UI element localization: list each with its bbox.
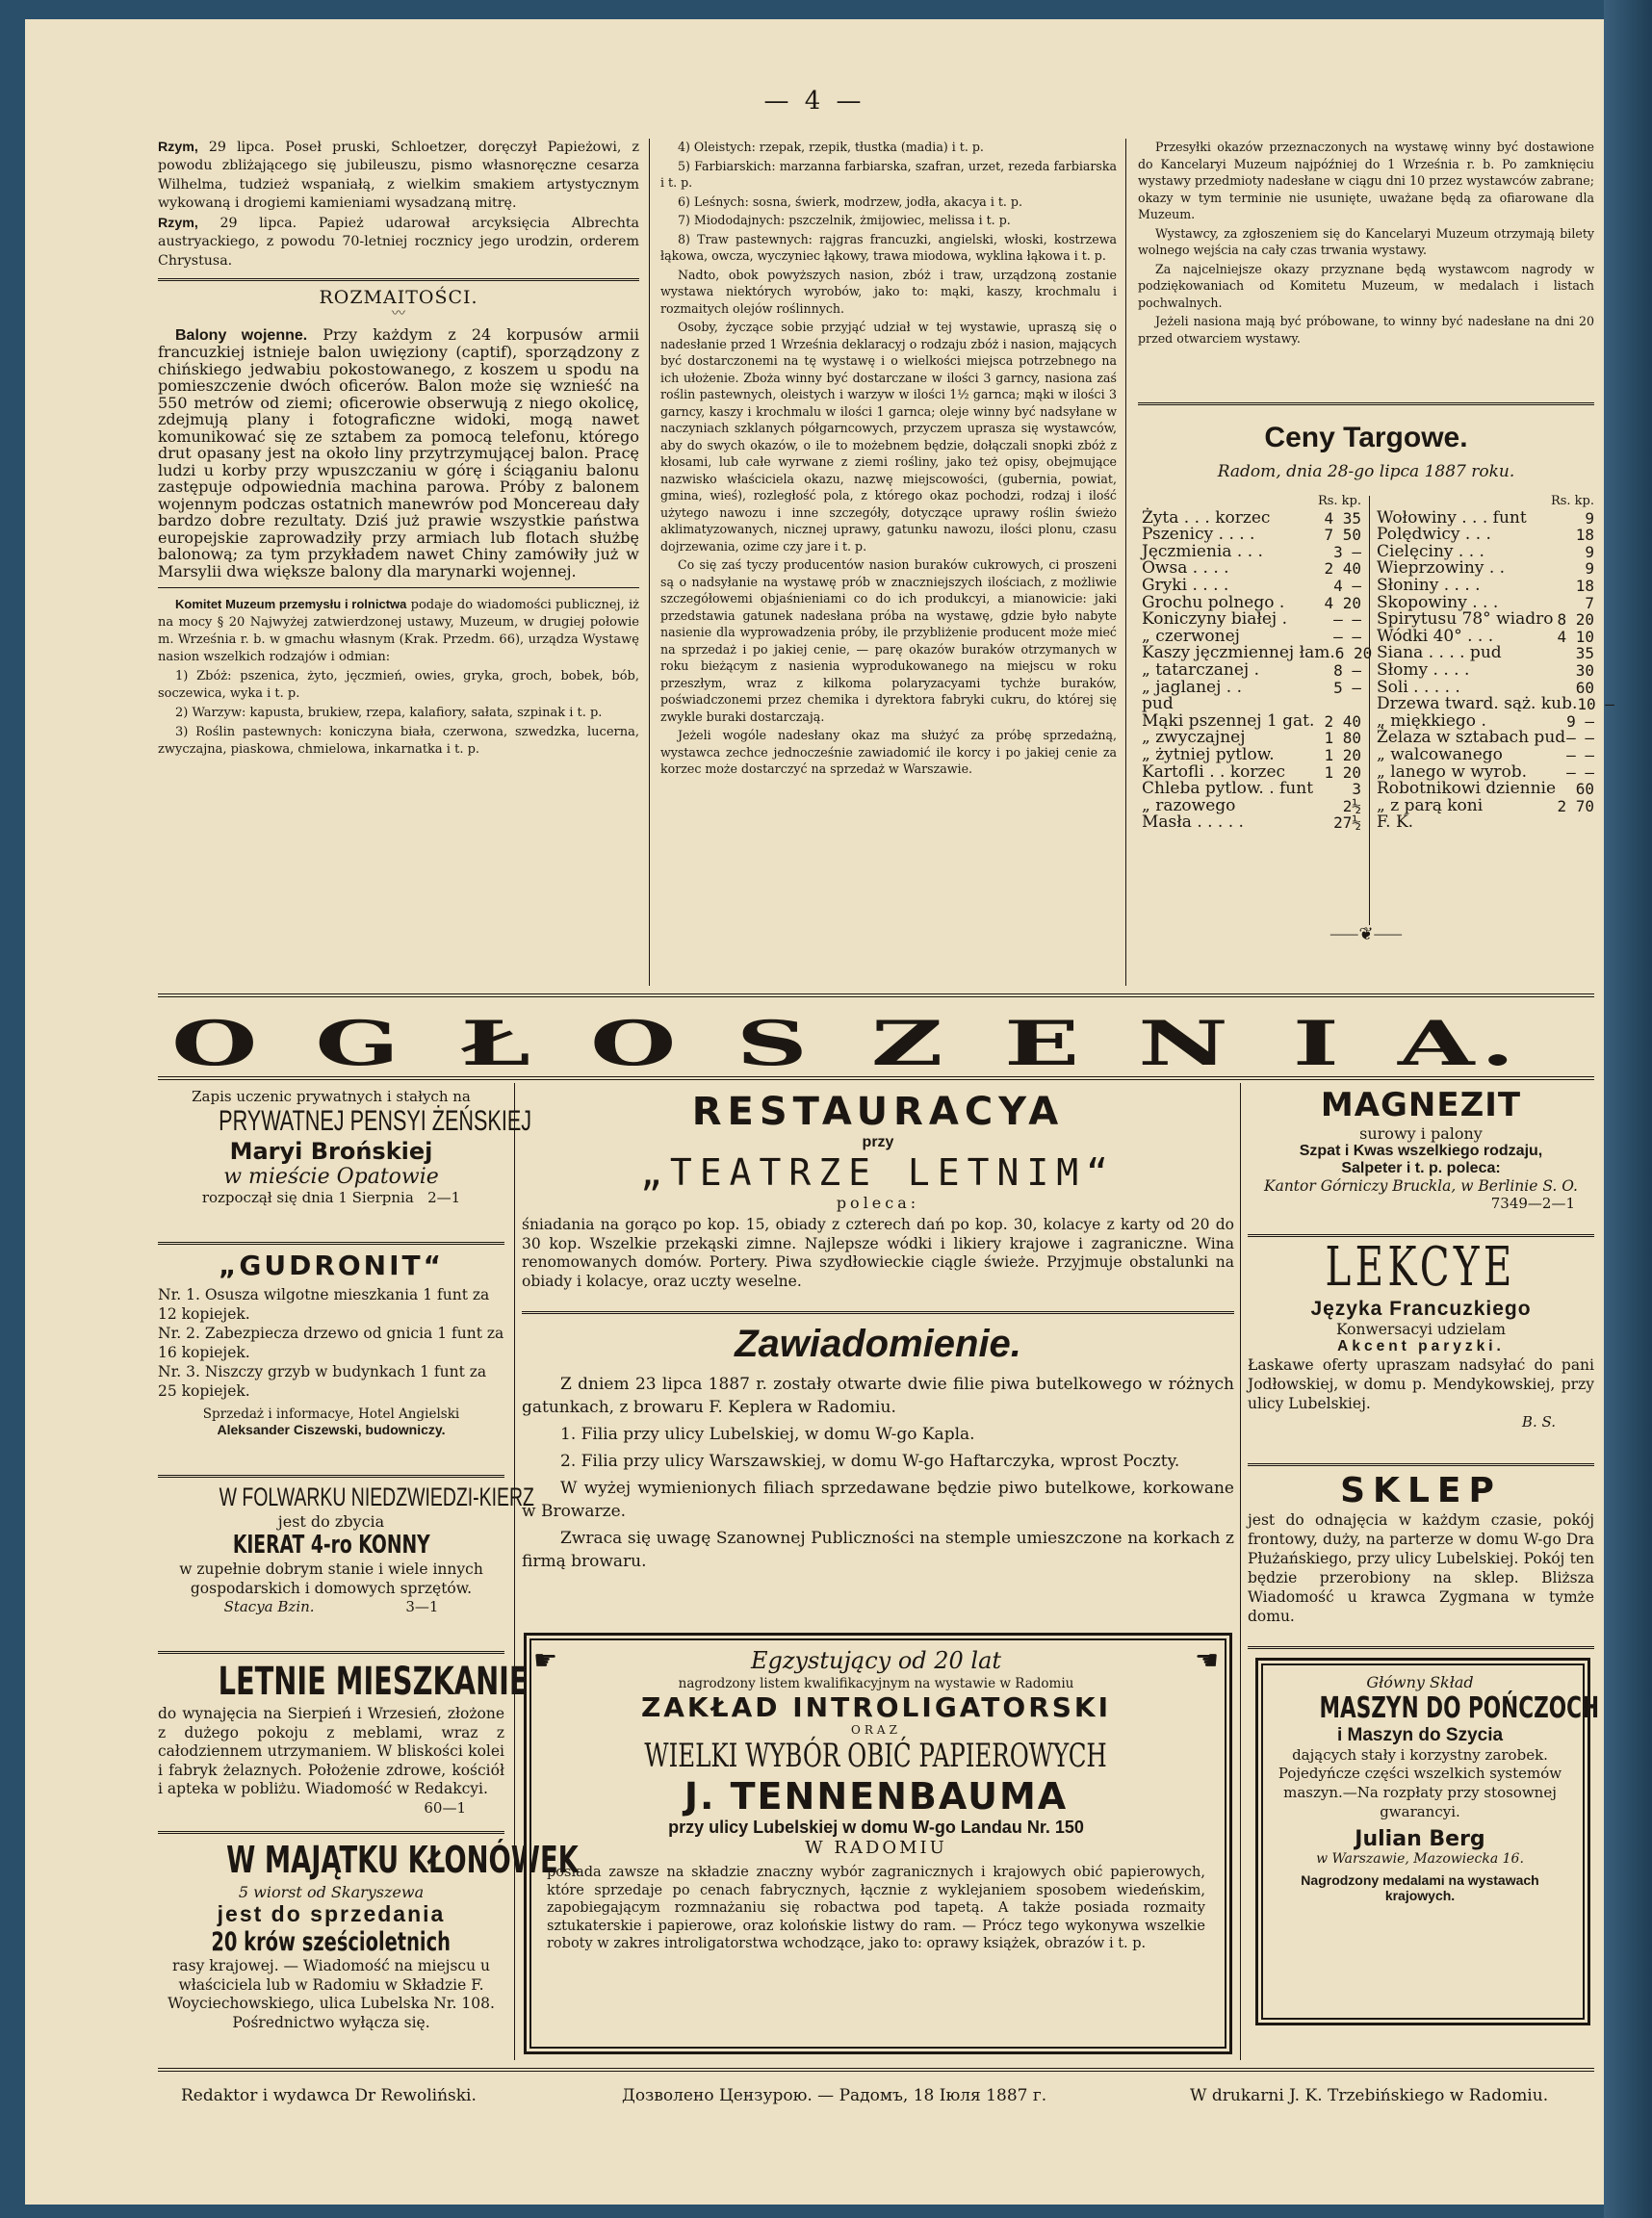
price-item: Owsa . . . . xyxy=(1142,558,1229,579)
list-item: 7) Miododajnych: pszczelnik, żmijowiec, melissa i t. p. xyxy=(678,213,1011,227)
price-item: Skopowiny . . . xyxy=(1377,592,1499,612)
price-item: „ lanego w wyrob. xyxy=(1377,761,1528,782)
list-item: 5) Farbiarskich: marzanna farbiarska, szafran, urzet, rezeda farbiarska i t. p. xyxy=(660,158,1117,190)
price-row xyxy=(1377,744,1594,764)
price-value: — — xyxy=(1566,729,1594,748)
price-item: Cielęciny . . . xyxy=(1377,541,1484,561)
price-value: 9 xyxy=(1585,542,1594,561)
price-value: 60 xyxy=(1575,678,1594,697)
ad-brewery-notice: Zawiadomienie. Z dniem 23 lipca 1887 r. zostały otwarte dwie filie piwa butelkowego w różnych gatunkach, z browaru F. Keplera w Radomiu. 1. Filia przy ulicy Lubelskiej, w domu W-go Kapla. 2. Filia przy ulicy Warszawskiej, w domu W-go Haftarczyka, wprost Poczty. W wyżej wymienionych filiach sprzedawane będzie piwo butelkowe, korkowane w Browarze. Zwraca się uwagę Szanownej Publiczności na stemple umieszczone na korkach z firmą browaru. xyxy=(522,1323,1234,1571)
price-item: „ razowego xyxy=(1142,795,1236,815)
price-value: 18 xyxy=(1575,526,1594,545)
price-value: 7 xyxy=(1585,593,1594,612)
price-value: 30 xyxy=(1575,660,1594,680)
price-value: 9 — xyxy=(1566,711,1594,731)
section-heading: ROZMAITOŚCI. xyxy=(319,287,478,309)
article-balloons: Balony wojenne. Przy każdym z 24 korpusów armii francuzkiej istnieje balon uwięziony (captif), sporządzony z chińskiego jedwabiu pokostowanego, z koszem u spodu na pomieszczenie dwóch oficerów. Balon może się wznieść na 550 metrów od ziemi; oficerowie obserwują z niego okolicę, zdejmują plany i fotograficzne widoki, mogą nawet komunikować się ze sztabem za pomocą telefonu, którego drut opasany jest na około liny przytrzymującej balon. Pracę ludzi u korby przy wpuszczaniu w górę i ściąganiu balonu zastępuje odpowiednia machina parowa. Próby z balonem wojennym podczas ostatnich manewrów pod Moncereau dały bardzo dobre rezultaty. Dziś już prawie wszystkie państwa europejskie zaprowadziły przy armiach lub flotach służbę balonową; za tym przykładem nawet Chiny zamówiły już w Marsylii dwa większe balony dla marynarki wojennej. xyxy=(158,324,639,580)
price-item: Spirytusu 78° wiadro xyxy=(1377,609,1554,630)
paragraph: Wystawcy, za zgłoszeniem się do Kancelaryi Muzeum otrzymają bilety wolnego wejścia na cały czas trwania wystawy. xyxy=(1138,225,1594,257)
ad-gudronit: „GUDRONIT“ Nr. 1. Osusza wilgotne mieszkania 1 funt za 12 kopiejek. Nr. 2. Zabezpiecza drzewo od gnicia 1 funt za 16 kopiejek. Nr. 3. Niszczy grzyb w budynkach 1 funt za 25 kopiejek. Sprzedaż i informacye, Hotel Angielski Aleksander Ciszewski, budowniczy. xyxy=(158,1250,504,1437)
price-item: Koniczyny białej . xyxy=(1142,609,1288,630)
unit-header: Rs. kp. xyxy=(1550,494,1594,508)
paragraph: Za najcelniejsze okazy przyznane będą wystawcom nagrody w podziękowaniach od Komitetu Muzeum, w medalach i listach pochwalnych. xyxy=(1138,261,1594,310)
price-value: 2½ xyxy=(1342,796,1361,815)
ornament: ⸺❦⸺ xyxy=(1329,924,1403,944)
price-item: „ z parą koni xyxy=(1377,795,1484,815)
list-item: 3) Roślin pastewnych: koniczyna biała, czerwona, szwedzka, lucerna, zwyczajna, piaskowa, chmielowa, inkarnatka i t. p. xyxy=(158,725,639,758)
header-letter: N xyxy=(1138,1008,1235,1080)
list-item: 8) Traw pastewnych: rajgras francuzki, angielski, włoski, kostrzewa łąkowa, owcza, wyczyniec łąkowy, trawa miodowa, wyklina łąkowa i t. p. xyxy=(660,231,1117,263)
price-item: „ miękkiego . xyxy=(1377,710,1486,731)
paragraph: Jeżeli nasiona mają być próbowane, to winny być nadesłane na dni 20 przed otwarciem wystawy. xyxy=(1138,314,1594,346)
column-1 xyxy=(158,139,639,761)
price-row xyxy=(1142,575,1361,595)
price-item: Chleba pytlow. . funt xyxy=(1142,779,1314,799)
price-item: Wołowiny . . . funt xyxy=(1377,507,1527,528)
column-rule xyxy=(649,139,650,986)
price-value: 18 xyxy=(1575,576,1594,595)
column-2 xyxy=(660,139,1117,780)
ad-kierat: W FOLWARKU NIEDZWIEDZI-KIERZ jest do zbycia KIERAT 4-ro KONNY w zupełnie dobrym stanie i wiele innych gospodarskich i domowych sprzętów. Stacya Bzin. 3—1 xyxy=(179,1483,534,1615)
ad-summer-lodging: LETNIE MIESZKANIE do wynajęcia na Sierpień i Wrzesień, złożone z dużego pokoju z meblami, wraz z całodziennem utrzymaniem. W bliskości kolei i fabryk żelaznych. Położenie zdrowe, kościół i apteka w pobliżu. Wiadomość w Redakcyi. 60—1 xyxy=(158,1660,529,1817)
column-rule xyxy=(1240,1083,1241,2060)
list-item: 6) Leśnych: sosna, świerk, modrzew, jodła, akacya i t. p. xyxy=(678,193,1022,209)
page-number: — 4 — xyxy=(763,87,865,116)
ad-bookbinder: ☛ Egzystujący od 20 lat ☛ nagrodzony listem kwalifikacyjnym na wystawie w Radomiu ZAKŁAD INTROLIGATORSKI ORAZ WIELKI WYBÓR OBIĆ PAPIEROWYCH J. TENNENBAUMA przy ulicy Lubelskiej w domu W-go Landau Nr. 150 W RADOMIU posiada zawsze na składzie znaczny wybór zagranicznych i krajowych obić papierowych, które sprzedaje po cenach fabrycznych, łącznie z wyklejaniem sposobem wiedeńskim, zapobiegającym rozmnażaniu się robactwa pod tapetą. A także posiada rozmaity sztukaterskie i papierowe, oraz kolońskie listwy do ram. — Prócz tego wykonywa wszelkie roboty w zakres introligatorstwa wchodzące, jako to: oprawy książek, obrazów i t. p. xyxy=(533,1644,1219,1951)
column-rule xyxy=(1369,496,1370,925)
list-item: 4) Oleistych: rzepak, rzepik, tłustka (madia) i t. p. xyxy=(678,140,984,154)
price-value: — — xyxy=(1566,745,1594,764)
list-item: Nr. 3. Niszczy grzyb w budynkach 1 funt za 25 kopiejek. xyxy=(158,1363,487,1400)
price-row xyxy=(1377,814,1594,832)
price-value: 8 20 xyxy=(1557,610,1594,630)
price-item: Słomy . . . . xyxy=(1377,659,1470,680)
newspaper-page xyxy=(25,19,1614,2205)
price-row xyxy=(1377,575,1594,595)
price-item: F. K. xyxy=(1377,812,1414,833)
list-item: Nr. 2. Zabezpiecza drzewo od gnicia 1 funt za 16 kopiejek. xyxy=(158,1325,504,1361)
price-item: Soli . . . . . xyxy=(1377,677,1460,697)
price-item: Kaszy jęczmiennej łam. xyxy=(1142,643,1335,663)
divider xyxy=(522,1311,1234,1314)
price-item: Wieprzowiny . . xyxy=(1377,558,1506,579)
price-value: 3 xyxy=(1352,780,1361,799)
header-letter: O xyxy=(171,1008,264,1080)
divider xyxy=(158,587,639,588)
divider xyxy=(1138,402,1594,405)
price-row xyxy=(1377,659,1594,680)
price-value: 1 20 xyxy=(1324,745,1361,764)
divider xyxy=(158,1076,1594,1080)
paragraph: Przesyłki okazów przeznaczonych na wystawę winny być dostawione do Kancelaryi Muzeum najpóźniej do 1 Września r. b. Po zamknięciu wystawy przedmioty nadesłane w ciągu dni 10 przez wystawców zabrane; okazy w tym terminie nie usunięte, uważane będą za ofiarowane dla Muzeum. xyxy=(1138,140,1594,221)
list-item: 2) Warzyw: kapusta, brukiew, rzepa, kalafiory, sałata, szpinak i t. p. xyxy=(175,706,603,721)
price-value: 9 xyxy=(1585,559,1594,579)
announcements-header xyxy=(171,1008,1521,1080)
price-row xyxy=(1142,744,1361,764)
pointing-hand-icon: ☛ xyxy=(1194,1644,1219,1676)
price-value: — — xyxy=(1333,610,1361,630)
price-value: 7 50 xyxy=(1324,526,1361,545)
price-item: Siana . . . . pud xyxy=(1377,643,1502,663)
price-value: 1 20 xyxy=(1324,762,1361,782)
paragraph: Co się zaś tyczy producentów nasion buraków cukrowych, ci proszeni są o nadsyłanie na wystawę prób w znaczniejszych ilościach, z możliwie szczegółowemi objaśnieniami co do ich produkcyi, a mianowicie: jaki przedstawia gatunek nadesłana próba na wystawę, gdzie było nabyte nasienie dla wyprowadzenia próby, ile przybliżenie producent może mieć na sprzedaż i po jakiej cenie, — parę okazów buraków otrzymanych w roku bieżącym z nasienia wyprodukowanego na miejscu w roku przeszłym, wraz z kilkoma polaryzacyami tychże buraków, poświadczonemi przez chemika i dyrektora fabryki cukru, do której się zwykle buraki dostarczają. xyxy=(660,557,1117,724)
paragraph: Osoby, życzące sobie przyjąć udział w tej wystawie, upraszą się o nadesłanie przed 1 Września deklaracyj o rodzaju zbóż i nasion, mających być dostarczonemi na tę wystawę i o wielkości miejsca potrzebnego na ich ułożenie. Zboża winny być dostarczane w ilości 3 garncy, nasiona zaś roślin pastewnych, oleistych i warzyw w ilości 1½ garnca; mąki w ilości 3 garncy, kaszy i krochmalu w ilości 1 garnca; oleje winny być nadsyłane w naczyniach szklanych półgarncowych, przyczem uprasza się wystawców, aby do swych okazów, o ile to możebnem będzie, dołączali snopki zbóż z kłosami, lub całe wyrwane z ziemi rośliny, jako też opisy, obejmujące nazwisko właściciela okazu, nazwę miejscowości, (gubernia, powiat, gmina, wieś), rozległość pola, z którego okaz pochodzi, rodzaj i ilość użytego nawozu i inne szczegóły, dotyczące uprawy roślin świeżo aklimatyzowanych, nicznej uprawy, gatunku nawozu, ilości plonu, czasu dojrzewania, ozime czy jare i t. p. xyxy=(660,320,1117,554)
header-letter: O xyxy=(590,1008,683,1080)
price-item: Masła . . . . . xyxy=(1142,812,1244,833)
price-value: 4 10 xyxy=(1557,627,1594,646)
price-value: 8 — xyxy=(1333,660,1361,680)
price-item: Żelaza w sztabach pud xyxy=(1377,728,1566,748)
price-value: 9 xyxy=(1585,508,1594,528)
price-value: — — xyxy=(1333,627,1361,646)
column-rule xyxy=(1125,139,1126,986)
price-item: Pszenicy . . . . xyxy=(1142,525,1255,545)
prices-title: Ceny Targowe. xyxy=(1264,422,1468,453)
price-item: Gryki . . . . xyxy=(1142,575,1229,595)
header-letter: G xyxy=(315,1008,406,1080)
price-item: Polędwicy . . . xyxy=(1377,525,1491,545)
price-value: 27½ xyxy=(1333,813,1361,833)
header-letter: I xyxy=(1292,1008,1346,1080)
footer-printer: W drukarni J. K. Trzebińskiego w Radomiu. xyxy=(1190,2086,1549,2105)
divider xyxy=(158,1242,504,1245)
price-item: Słoniny . . . . xyxy=(1377,575,1481,595)
divider xyxy=(158,2068,1594,2072)
price-value: 60 xyxy=(1575,780,1594,799)
binding-spine xyxy=(1604,0,1652,2218)
ad-shop-for-rent: SKLEP jest do odnajęcia w każdym czasie, pokój frontowy, duży, na parterze w domu W-go Dra Płużańskiego, przy ulicy Lubelskiej. Pokój ten będzie przerobiony na sklep. Bliższa Wiadomość u krawca Zygmana w tymże domu. xyxy=(1248,1471,1594,1625)
ad-restaurant: RESTAURACYA przy „TEATRZE LETNIM“ poleca: śniadania na gorąco po kop. 15, obiady z czterech dań po kop. 30, kolacye z karty od 20 do 30 kop. Wszelkie przekąski zimne. Najlepsze wódki i likiery krajowe i zagraniczne. Wina renomowanych domów. Portery. Piwa szydłowieckie ciągle świeże. Przyjmuje obstalunki na obiady i kolacye, oraz uczty weselne. xyxy=(522,1090,1234,1290)
divider xyxy=(158,993,1594,997)
footer-editor: Redaktor i wydawca Dr Rewoliński. xyxy=(181,2086,477,2105)
price-item: „ żytniej pytlow. xyxy=(1142,744,1275,764)
price-item: Kartofli . . korzec xyxy=(1142,761,1286,782)
price-row xyxy=(1142,659,1361,680)
price-item: pud xyxy=(1142,694,1174,714)
ad-klonowek-estate: W MAJĄTKU KŁONÓWEK 5 wiorst od Skaryszewa jest do sprzedania 20 krów sześcioletnich rasy krajowej. — Wiadomość na miejscu u właściciela lub w Radomiu w Składzie F. Woyciechowskiego, ulica Lubelska Nr. 108. Pośrednictwo wyłącza się. xyxy=(168,1839,579,2031)
price-item: „ tatarczanej . xyxy=(1142,659,1259,680)
prices-table-left xyxy=(1142,493,1373,833)
header-letter: Ł xyxy=(459,1008,536,1080)
price-item: Mąki pszennej 1 gat. xyxy=(1142,710,1315,731)
price-value: 2 70 xyxy=(1557,796,1594,815)
unit-header: Rs. kp. xyxy=(1317,494,1361,508)
divider xyxy=(158,1651,504,1654)
price-item: Wódki 40° . . . xyxy=(1377,626,1494,646)
price-item: „ walcowanego xyxy=(1377,744,1503,764)
price-row xyxy=(1142,677,1361,697)
ad-girls-school: Zapis uczenic prywatnych i stałych na PRYWATNEJ PENSYI ŻEŃSKIEJ Maryi Brońskiej w mieście Opatowie rozpoczął się dnia 1 Sierpnia 2—1 xyxy=(192,1088,532,1206)
divider xyxy=(158,278,639,281)
ornament: 〰 xyxy=(391,306,406,322)
header-letter: Z xyxy=(870,1008,949,1080)
pointing-hand-icon: ☛ xyxy=(533,1644,558,1676)
divider xyxy=(1248,1463,1594,1466)
ad-sewing-machines: Główny Skład MASZYN DO POŃCZOCH i Maszyn do Szycia dających stały i korzystny zarobek. Pojedyńcze części wszelkich systemów maszyn.—Na rozpłaty przy stosownej gwarancyi. Julian Berg w Warszawie, Mazowiecka 16. Nagrodzony medalami na wystawach krajowych. xyxy=(1278,1673,1600,1903)
price-value: 6 20 xyxy=(1334,644,1373,663)
footer-censor: Дозволено Цензурою. — Радомъ, 18 Іюля 1887 г. xyxy=(622,2086,1047,2105)
price-value: 4 20 xyxy=(1324,593,1361,612)
price-value: 4 35 xyxy=(1324,508,1361,528)
price-value: 1 80 xyxy=(1324,729,1361,748)
price-item: Robotnikowi dziennie xyxy=(1377,779,1557,799)
header-letter: E xyxy=(1004,1008,1086,1080)
column-rule xyxy=(514,1083,515,2060)
price-value: 3 — xyxy=(1333,542,1361,561)
divider xyxy=(158,1475,504,1478)
ad-magnezit: MAGNEZIT surowy i palony Szpat i Kwas wszelkiego rodzaju, Salpeter i t. p. poleca: Kantor Górniczy Bruckla, w Berlinie S. O. 7349—2—1 xyxy=(1264,1086,1578,1212)
price-item: Żyta . . . korzec xyxy=(1142,507,1271,528)
prices-table-right xyxy=(1377,493,1614,833)
paragraph: Jeżeli wogóle nadesłany okaz ma służyć za próbę sprzedażną, wystawca zechce jednocześnie zawiadomić ile korcy i po jakiej cenie za korzec może dostarczyć na sprzedaż w Warszawie. xyxy=(660,728,1117,776)
price-value: — — xyxy=(1566,762,1594,782)
divider xyxy=(1248,1646,1594,1649)
price-value: 35 xyxy=(1575,644,1594,663)
price-value: 10 — xyxy=(1577,695,1614,714)
price-row xyxy=(1142,814,1361,832)
price-item: Drzewa tward. sąż. kub. xyxy=(1377,694,1578,714)
header-letter: S xyxy=(736,1008,814,1080)
news-rome-1: Rzym, 29 lipca. Poseł pruski, Schloetzer, doręczył Papieżowi, z powodu zbliżającego się jubileuszu, pismo własnoręczne cesarza Wilhelma, tudzież wspaniałą, z wielkim smakiem artystycznym wykowaną i drogiemi kamieniami wysadzaną mitrę. xyxy=(158,140,639,211)
ad-french-lessons: LEKCYE Języka Francuzkiego Konwersacyi udzielam Akcent paryzki. Łaskawe oferty upraszam nadsyłać do pani Jodłowskiej, w domu p. Mendykowskiej, przy ulicy Lubelskiej. B. S. xyxy=(1248,1236,1594,1431)
price-value: 4 — xyxy=(1333,576,1361,595)
price-item: „ czerwonej xyxy=(1142,626,1240,646)
price-item: „ zwyczajnej xyxy=(1142,728,1246,748)
price-value: 2 40 xyxy=(1324,559,1361,579)
list-item: 1) Zbóż: pszenica, żyto, jęczmień, owies, gryka, groch, bobek, bób, soczewica, wyka i t. p. xyxy=(158,669,639,702)
paragraph: Nadto, obok powyższych nasion, zbóż i traw, urządzoną zostanie wystawa niektórych wyrobów, jako to: mąki, kaszy, krochmalu i rozmaitych olejów roślinnych. xyxy=(660,267,1117,316)
news-rome-2: Rzym, 29 lipca. Papież udarował arcyksięcia Albrechta austryackiego, z powodu 70-letniej rocznicy jego urodzin, orderem Chrystusa. xyxy=(158,216,639,269)
article-museum: Komitet Muzeum przemysłu i rolnictwa podaje do wiadomości publicznej, iż na mocy § 20 Najwyżej zatwierdzonej ustawy, Muzeum, w drugiej połowie m. Września r. b. w gmachu własnym (Krak. Przedm. 66), urządza Wystawę nasion wszelkich rodzajów i odmian: xyxy=(158,597,639,665)
price-value: 2 40 xyxy=(1324,711,1361,731)
price-item: Jęczmienia . . . xyxy=(1142,541,1263,561)
price-item: „ jaglanej . . xyxy=(1142,677,1242,697)
divider xyxy=(158,1831,504,1834)
price-item: Grochu polnego . xyxy=(1142,592,1285,612)
list-item: Nr. 1. Osusza wilgotne mieszkania 1 funt za 12 kopiejek. xyxy=(158,1286,490,1323)
prices-date: Radom, dnia 28-go lipca 1887 roku. xyxy=(1217,462,1515,481)
price-value: 5 — xyxy=(1333,678,1361,697)
column-3 xyxy=(1138,139,1594,348)
header-letter: A. xyxy=(1398,1008,1521,1080)
